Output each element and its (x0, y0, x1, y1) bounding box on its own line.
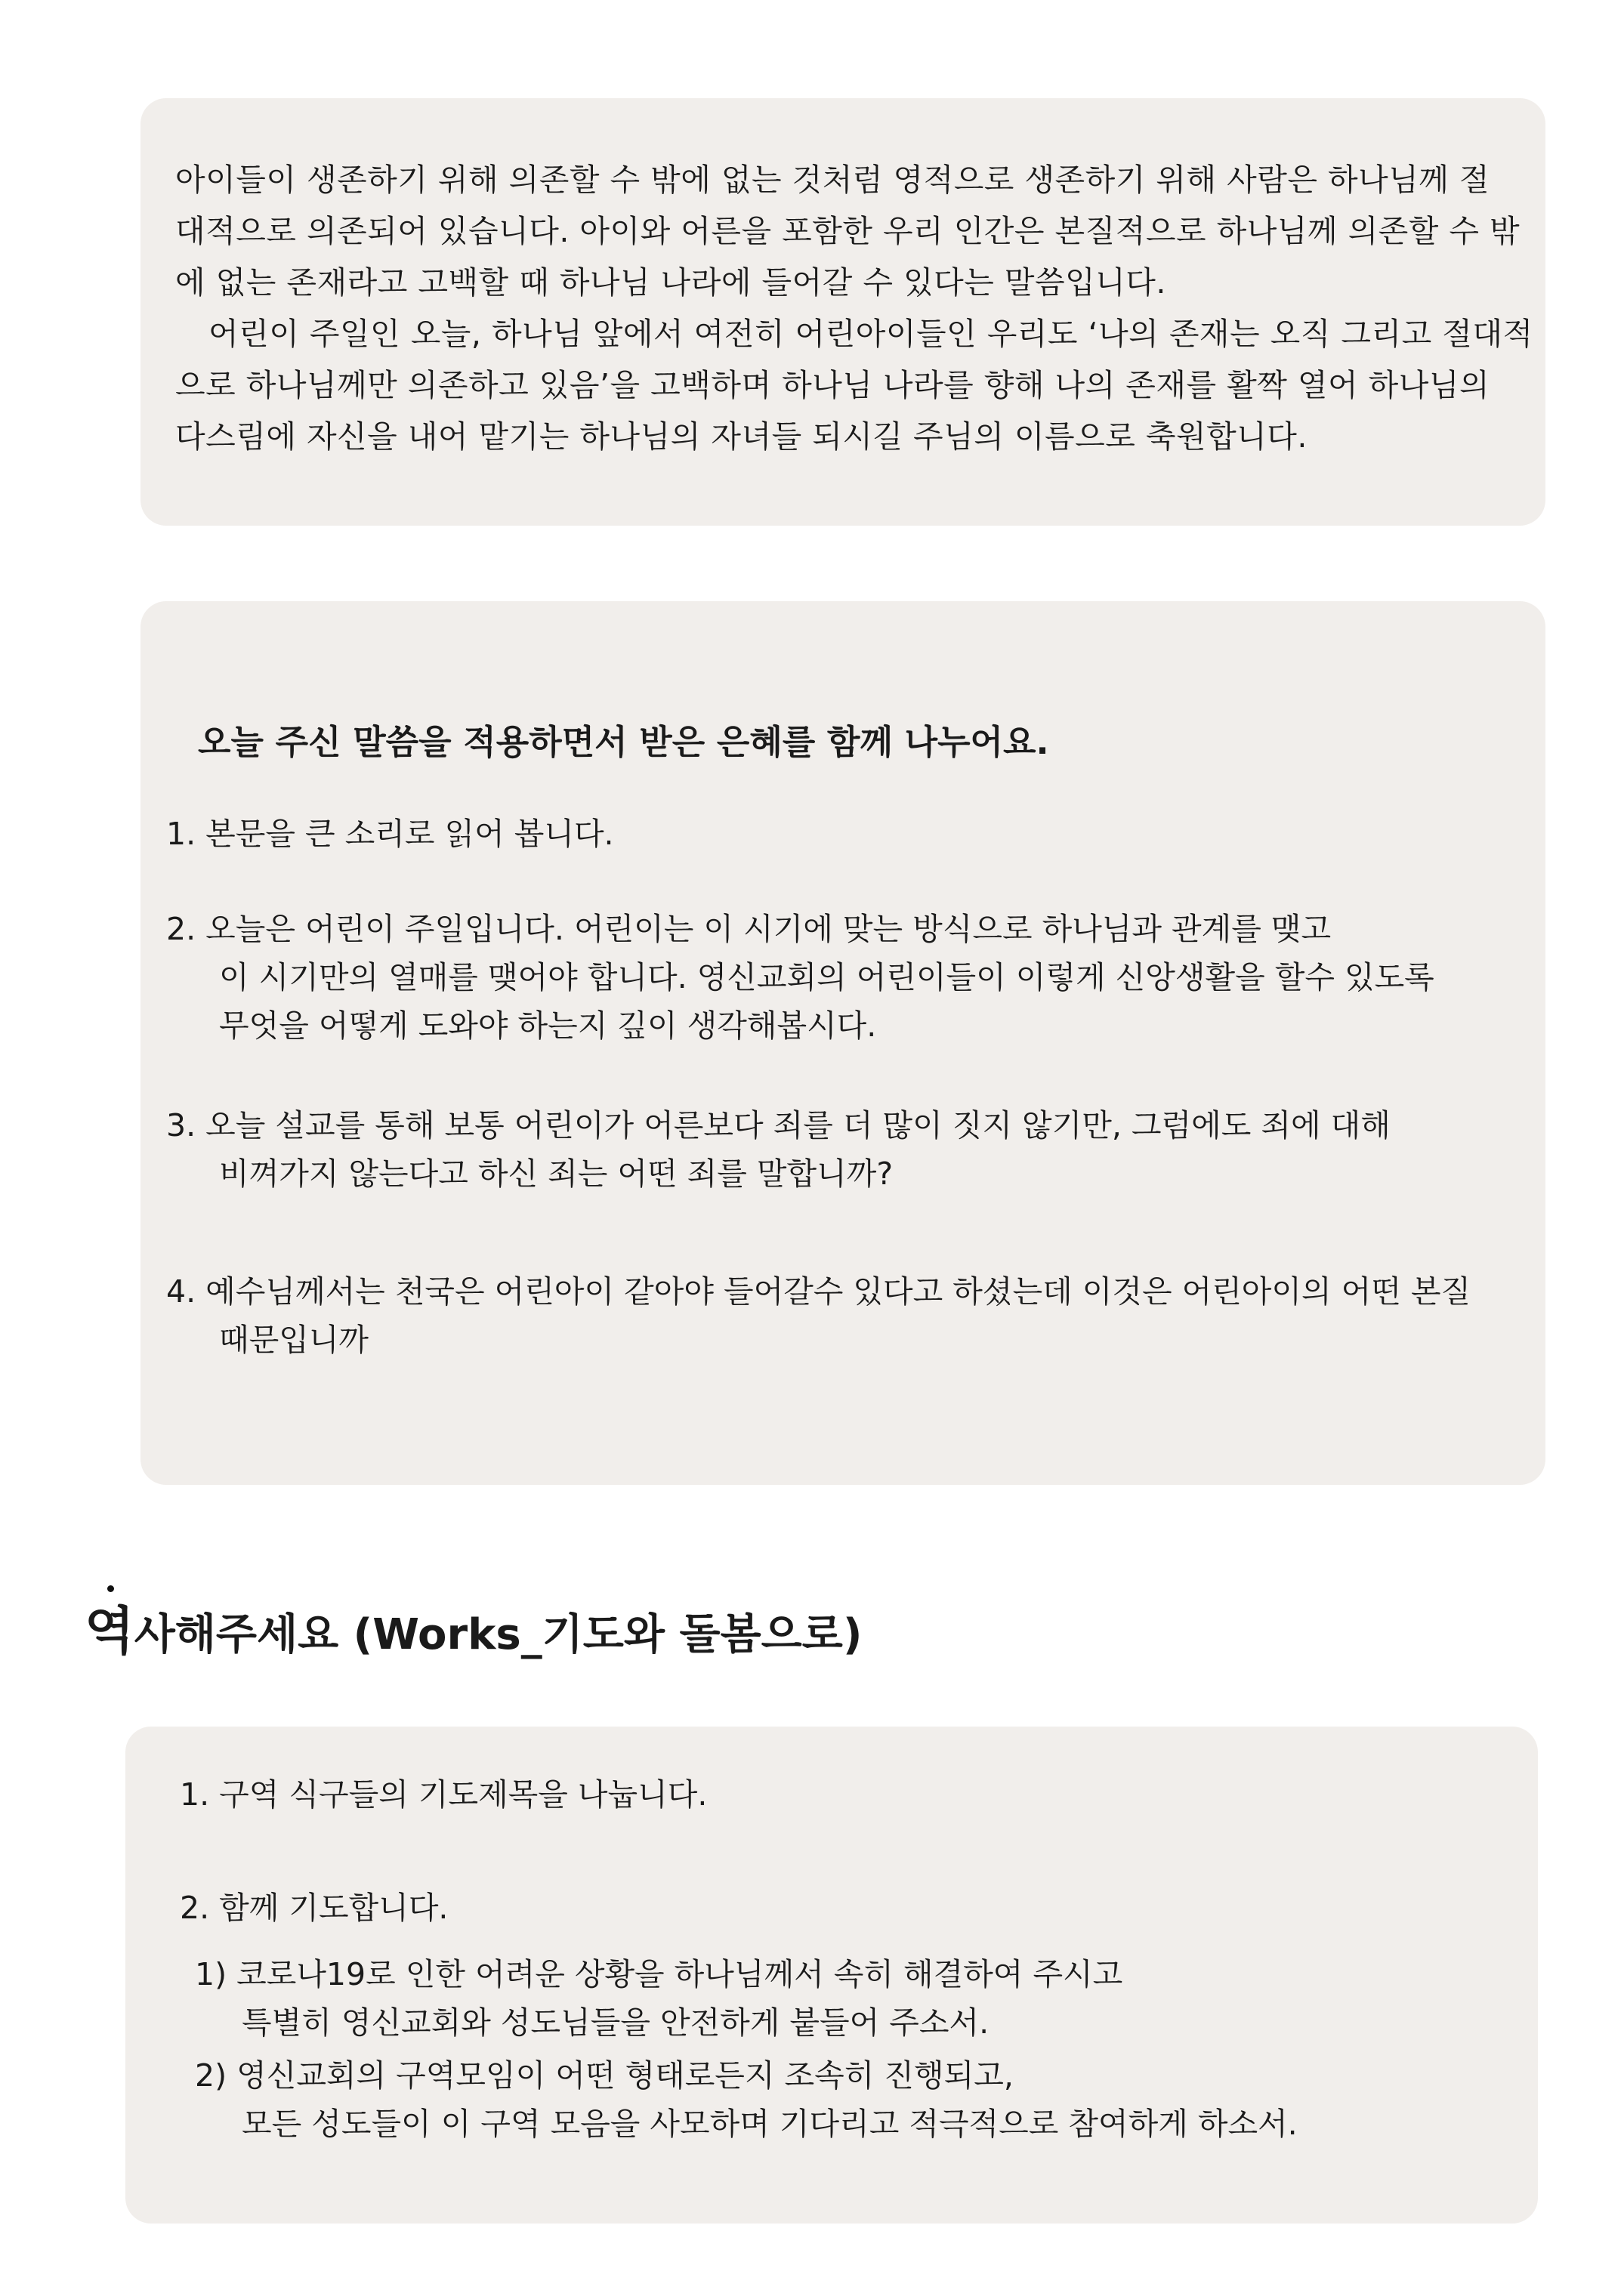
intro-line: 다스림에 자신을 내어 맡기는 하나님의 자녀들 되시길 주님의 이름으로 축원합니다. (175, 418, 1308, 455)
intro-line: 아이들이 생존하기 위해 의존할 수 밖에 없는 것처럼 영적으로 생존하기 위해 사람은 하나님께 절 (175, 162, 1490, 198)
intro-box (140, 98, 1545, 526)
sharing-box (140, 601, 1545, 1485)
intro-line: 어린이 주일인 오늘, 하나님 앞에서 여전히 어린아이들인 우리도 ‘나의 존재는 오직 그리고 절대적 (208, 316, 1533, 352)
question-line: 비껴가지 않는다고 하신 죄는 어떤 죄를 말합니까? (219, 1156, 894, 1192)
sharing-heading: 오늘 주신 말씀을 적용하면서 받은 은혜를 함께 나누어요. (198, 722, 1049, 762)
works-item-1 (180, 1770, 707, 1819)
works-item-line: 2. 함께 기도합니다. (180, 1890, 449, 1926)
title-rest: 사해주세요 (Works_기도와 돌봄으로) (134, 1610, 863, 1659)
prayer-2 (195, 2051, 1298, 2148)
question-line: 3. 오늘 설교를 통해 보통 어린이가 어른보다 죄를 더 많이 짓지 않기만, 그럼에도 죄에 대해 (166, 1107, 1391, 1143)
prayer-1 (195, 1950, 1122, 2047)
prayer-line: 특별히 영신교회와 성도님들을 안전하게 붙들어 주소서. (242, 2004, 990, 2041)
intro-paragraph (175, 154, 1533, 462)
intro-line: 에 없는 존재라고 고백할 때 하나님 나라에 들어갈 수 있다는 말씀입니다. (175, 264, 1166, 301)
works-item-line: 1. 구역 식구들의 기도제목을 나눕니다. (180, 1776, 708, 1813)
question-line: 2. 오늘은 어린이 주일입니다. 어린이는 이 시기에 맞는 방식으로 하나님과 관계를 맺고 (166, 911, 1332, 947)
question-3 (166, 1101, 1391, 1198)
question-line: 1. 본문을 큰 소리로 읽어 봅니다. (166, 816, 614, 852)
question-line: 때문입니까 (219, 1322, 369, 1358)
intro-line: 으로 하나님께만 의존하고 있음’을 고백하며 하나님 나라를 향해 나의 존재를 활짝 열어 하나님의 (175, 367, 1490, 403)
prayer-line: 1) 코로나19로 인한 어려운 상황을 하나님께서 속히 해결하여 주시고 (195, 1956, 1123, 1992)
question-line: 4. 예수님께서는 천국은 어린아이 같아야 들어갈수 있다고 하셨는데 이것은 어린아이의 어떤 본질 (166, 1273, 1471, 1310)
question-line: 이 시기만의 열매를 맺어야 합니다. 영신교회의 어린이들이 이렇게 신앙생활을 할수 있도록 (219, 959, 1434, 995)
intro-line: 대적으로 의존되어 있습니다. 아이와 어른을 포함한 우리 인간은 본질적으로 하나님께 의존할 수 밖 (175, 213, 1521, 249)
question-line: 무엇을 어떻게 도와야 하는지 깊이 생각해봅시다. (219, 1008, 877, 1044)
prayer-line: 모든 성도들이 이 구역 모음을 사모하며 기다리고 적극적으로 참여하게 하소서. (242, 2106, 1298, 2142)
works-section-title (85, 1591, 862, 1664)
question-1 (166, 810, 614, 858)
works-box (125, 1727, 1538, 2224)
question-4 (166, 1267, 1471, 1364)
prayer-line: 2) 영신교회의 구역모임이 어떤 형태로든지 조속히 진행되고, (195, 2057, 1014, 2094)
title-first-char: 역 (85, 1602, 134, 1662)
works-item-2 (180, 1884, 448, 1932)
question-2 (166, 905, 1434, 1050)
